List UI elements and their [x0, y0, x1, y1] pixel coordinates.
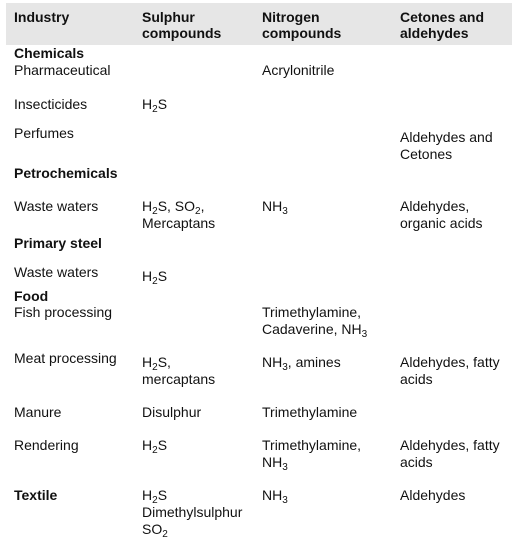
formula-part: H	[142, 437, 153, 453]
formula-subscript: 2	[152, 276, 158, 287]
cell-line: Trimethylamine,	[262, 304, 362, 320]
column-header-sulphur-line1: Sulphur	[142, 9, 195, 25]
column-header-nitrogen	[262, 9, 341, 41]
formula-part: Cadaverine, NH	[262, 321, 362, 337]
cell-line: organic acids	[400, 215, 483, 231]
formula-subscript: 2	[152, 445, 158, 456]
row-rendering-sulphur	[142, 437, 167, 454]
cell-line: Aldehydes,	[400, 198, 470, 214]
formula-subscript: 3	[282, 462, 288, 473]
row-petro-waste-label: Waste waters	[14, 198, 99, 214]
cell-line: Dimethylsulphur	[142, 504, 243, 520]
row-petro-waste-nitrogen	[262, 198, 288, 215]
row-manure-label: Manure	[14, 404, 62, 420]
row-steel-waste-sulphur	[142, 268, 167, 285]
group-textile: Textile	[14, 487, 58, 503]
formula-subscript: 2	[162, 529, 168, 540]
row-meat-sulphur	[142, 354, 215, 388]
row-textile-nitrogen	[262, 487, 288, 504]
formula-subscript: 3	[282, 206, 288, 217]
formula-part: SO	[142, 521, 163, 537]
cell-line: Cetones	[400, 146, 453, 162]
row-steel-waste-label: Waste waters	[14, 264, 99, 280]
row-fish-label: Fish processing	[14, 304, 113, 320]
cell-line: Aldehydes and	[400, 129, 493, 145]
formula-part: H	[142, 198, 153, 214]
column-header-nitrogen-line2: compounds	[262, 25, 342, 41]
row-petro-waste-sulphur	[142, 198, 215, 232]
formula-subscript: 2	[152, 206, 158, 217]
formula-part: NH	[262, 354, 283, 370]
group-primary-steel: Primary steel	[14, 235, 102, 251]
cell-line: Aldehydes, fatty	[400, 437, 500, 453]
formula-subscript: 2	[152, 104, 158, 115]
cell-line: acids	[400, 454, 433, 470]
formula-part: S,	[157, 354, 171, 370]
formula-subscript: 2	[152, 362, 158, 373]
formula-part: H	[142, 268, 153, 284]
row-rendering-label: Rendering	[14, 437, 79, 453]
row-petro-waste-cetones	[400, 198, 483, 232]
row-pharmaceutical-label: Pharmaceutical	[14, 62, 111, 78]
row-fish-nitrogen	[262, 304, 367, 338]
row-meat-label: Meat processing	[14, 350, 117, 366]
formula-part: H	[142, 354, 153, 370]
formula-part: S	[157, 96, 168, 112]
row-textile-cetones: Aldehydes	[400, 487, 466, 503]
formula-part: H	[142, 96, 153, 112]
column-header-industry: Industry	[14, 9, 70, 25]
formula-subscript: 3	[361, 329, 368, 340]
formula-part: S	[157, 437, 168, 453]
formula-subscript: 2	[195, 206, 201, 217]
column-header-nitrogen-line1: Nitrogen	[262, 9, 320, 25]
formula-part: S	[157, 268, 168, 284]
formula-subscript: 3	[282, 495, 288, 506]
formula-part: S	[157, 487, 168, 503]
group-petrochemicals: Petrochemicals	[14, 165, 118, 181]
row-rendering-nitrogen	[262, 437, 361, 471]
row-meat-nitrogen	[262, 354, 341, 371]
group-food: Food	[14, 288, 49, 304]
row-insecticides-label: Insecticides	[14, 96, 88, 112]
row-manure-nitrogen: Trimethylamine	[262, 404, 358, 420]
column-header-cetones-line2: aldehydes	[400, 25, 469, 41]
formula-part: NH	[262, 454, 283, 470]
formula-part: H	[142, 487, 153, 503]
formula-part: NH	[262, 198, 283, 214]
row-textile-sulphur	[142, 487, 242, 538]
row-meat-cetones	[400, 354, 500, 388]
column-header-sulphur	[142, 9, 221, 41]
formula-part: NH	[262, 487, 283, 503]
formula-part: ,	[200, 198, 205, 214]
cell-line: Mercaptans	[142, 215, 216, 231]
row-rendering-cetones	[400, 437, 500, 471]
cell-line: mercaptans	[142, 371, 216, 387]
row-perfumes-cetones	[400, 129, 493, 163]
row-insecticides-sulphur	[142, 96, 167, 113]
cell-line: Aldehydes, fatty	[400, 354, 500, 370]
row-pharmaceutical-nitrogen: Acrylonitrile	[262, 62, 335, 78]
formula-part: , amines	[287, 354, 341, 370]
column-header-cetones-line1: Cetones and	[400, 9, 485, 25]
cell-line: acids	[400, 371, 433, 387]
cell-line: Trimethylamine,	[262, 437, 362, 453]
group-chemicals: Chemicals	[14, 45, 85, 61]
row-manure-sulphur: Disulphur	[142, 404, 202, 420]
formula-subscript: 3	[282, 362, 288, 373]
column-header-sulphur-line2: compounds	[142, 25, 222, 41]
formula-part: S, SO	[157, 198, 196, 214]
column-header-cetones	[400, 9, 484, 41]
formula-subscript: 2	[152, 495, 158, 506]
row-perfumes-label: Perfumes	[14, 125, 74, 141]
